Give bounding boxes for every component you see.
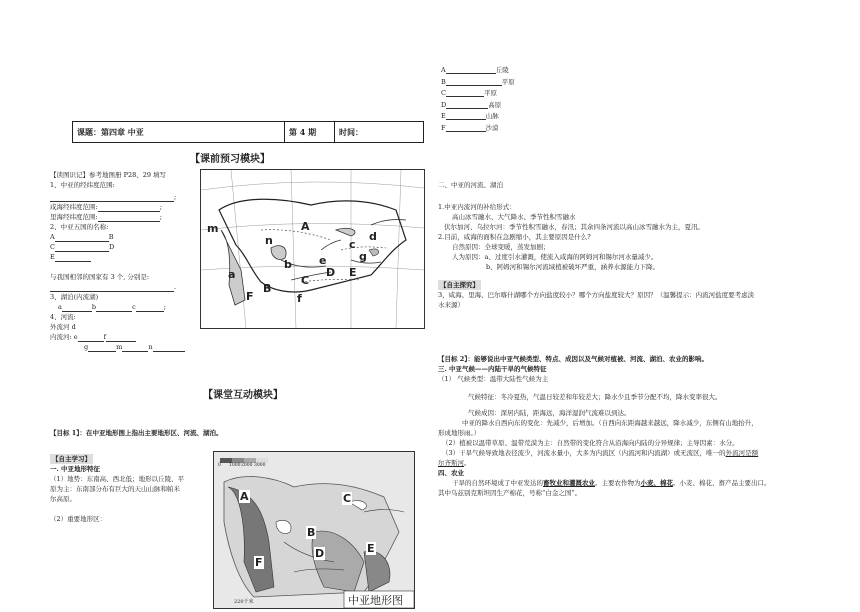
paragraph: （2）重要地形区： — [50, 515, 107, 523]
paragraph: （1） 气候类型：温带大陆性气候为主 — [438, 375, 549, 383]
paragraph: 3、咸海、里海、巴尔喀什湖哪个方向盐度较小？哪个方向盐度较大？原因？（温馨提示：内流河盐度要考虑淡 — [438, 291, 755, 299]
map-label: e — [319, 254, 327, 267]
central-asia-map-outline — [200, 169, 425, 329]
list-item: E 山脉 — [441, 112, 499, 120]
paragraph: （3）干旱气候导致地表径流少，河流水量小，大多为内流区（内流河和内流湖）或无流区，唯一的外流河是额 — [442, 449, 759, 457]
map-label: g — [359, 250, 367, 263]
legend-tick: 2000 — [241, 463, 253, 468]
map-label: D — [315, 547, 325, 560]
answer-line: E — [50, 252, 198, 262]
paragraph: （1）地势：东南高、西北低；地形以丘陵、平 — [50, 475, 185, 483]
paragraph: 气候成因：深居内陆，距海远，海洋湿润气流难以到达。 — [468, 409, 631, 417]
paragraph: 形成地形雨。） — [438, 429, 481, 437]
list-item: B 平原 — [441, 77, 515, 86]
climate-section — [438, 354, 850, 498]
map-label: A — [240, 490, 249, 503]
paragraph: 自然原因：全球变暖，蒸发加剧； — [452, 243, 550, 251]
map-label: a — [228, 268, 236, 281]
instruction: 【读图识记】参考地图册 P28、29 填写 — [50, 171, 167, 179]
answer-line: a b c ; — [58, 303, 166, 311]
list-item: A 丘陵 — [441, 66, 509, 74]
rivers-lakes-section — [438, 180, 848, 310]
map-label: A — [301, 220, 310, 233]
question: 4、河流: — [50, 313, 76, 321]
legend-tick: 3000 — [254, 463, 266, 468]
map-label: b — [284, 258, 292, 271]
paragraph: （2）植被以温带草原、温带荒漠为主：自然带的变化符合从沿海向内陆的分异规律；主导因素：水分。 — [442, 439, 739, 447]
paragraph: 尔齐斯河。 — [438, 459, 471, 467]
map-label: F — [255, 556, 263, 569]
question: 咸海经纬度范围: ; — [50, 203, 162, 211]
answer-line: A B — [50, 233, 114, 241]
paragraph: 高山冰雪融水、大气降水、季节性积雪融水 — [452, 213, 576, 221]
map-label: d — [369, 230, 377, 243]
paragraph: 1.中亚内流河的补给形式： — [438, 203, 516, 211]
map-scale: 220千米 — [234, 599, 254, 605]
question: 与我国相邻的国家有 3 个, 分别是: — [50, 273, 150, 281]
legend-tick: 1000 — [229, 463, 241, 468]
paragraph: 伏尔加河、乌拉尔河：季节性积雪融水，春汛；其余四条河流以高山冰雪融水为主，夏汛。 — [444, 223, 704, 231]
map-label: c — [349, 238, 356, 251]
lesson-header — [72, 121, 424, 143]
question: 里海经纬度范围: ; — [50, 213, 162, 221]
map-label: D — [326, 266, 336, 279]
map-label: B — [263, 282, 272, 295]
map-label: C — [343, 492, 352, 505]
paragraph: 其中乌兹别克斯坦因生产棉花，号称“白金之国”。 — [438, 489, 582, 497]
topic-cell: 课题：第四章 中亚 — [73, 122, 285, 142]
map-label: C — [301, 274, 310, 287]
heading: 二、中亚的河流、湖泊 — [438, 181, 503, 189]
legend-tick: 0 — [218, 463, 221, 468]
map-label: F — [246, 290, 254, 303]
paragraph: 气候特征：冬冷夏热，气温日较差和年较差大；降水少且季节分配不均，降水变率很大。 — [468, 393, 722, 401]
paragraph: 水来源） — [438, 301, 464, 309]
question: 2、中亚五国的名称: — [50, 223, 109, 231]
answer-line: 内流河: e f — [50, 332, 198, 342]
module-title: 【课前预习模块】 — [190, 154, 270, 165]
paragraph: 干旱的自然环境成了中亚发达的畜牧业和灌溉农业。主要农作物为小麦、棉花。小麦、棉花、畜产品主要出口。 — [452, 479, 771, 487]
question: 3、湖泊(内流湖) — [50, 293, 99, 301]
answer-line: C D — [50, 243, 115, 251]
goal-2: 【目标 2】：能够说出中亚气候类型、特点、成因以及气候对植被、河流、湖泊、农业的影响。 — [438, 355, 709, 363]
central-asia-terrain-map — [213, 451, 415, 609]
list-item: D 高原 — [441, 100, 502, 109]
heading: 一. 中亚地形特征 — [50, 465, 101, 473]
landform-list — [441, 66, 515, 135]
paragraph: 尔高原。 — [50, 495, 76, 503]
module-title: 【课堂互动模块】 — [203, 390, 283, 401]
section-tag: 【自主学习】 — [52, 455, 91, 463]
preview-section — [50, 170, 198, 352]
period-cell: 第 4 期 — [285, 122, 335, 142]
map-label: f — [297, 292, 302, 305]
answer-line: g m n — [50, 342, 198, 352]
map-label: n — [265, 234, 273, 247]
time-cell: 时间： — [339, 126, 363, 137]
map-label: m — [207, 222, 219, 235]
paragraph: b、阿姆河和锡尔河流域植被破坏严重，涵养水源能力下降。 — [486, 263, 660, 271]
map-label: B — [307, 526, 316, 539]
map-title: 中亚地形图 — [348, 594, 403, 607]
map-label: E — [349, 266, 357, 279]
paragraph: 中亚的降水自西向东的变化：先减少，后增加。（自西向东距海越来越远，降水减少，东侧有山地抬升， — [462, 419, 758, 427]
answer-line: ; — [50, 192, 198, 202]
answer-line: . — [50, 282, 198, 292]
paragraph: 2.目前，咸海的面积在急剧缩小，其主要原因是什么? — [438, 233, 591, 241]
list-item: C 平原 — [441, 89, 497, 97]
heading: 四、农业 — [438, 469, 464, 477]
heading: 三. 中亚气候——内陆干旱的气候特征 — [438, 365, 547, 373]
question: 1、中亚的经纬度范围: — [50, 181, 115, 189]
paragraph: 人为原因：a、过度引水灌溉，使流入咸海的阿姆河和锡尔河水量减少。 — [452, 253, 658, 261]
map-outline-svg — [201, 170, 424, 328]
list-item: F 沙漠 — [441, 123, 499, 132]
map-label: E — [367, 542, 375, 555]
self-study-section — [50, 454, 210, 524]
goal-1: 【目标 1】：在中亚地形图上指出主要地形区、河流、湖泊。 — [50, 429, 223, 437]
section-tag: 【自主探究】 — [440, 281, 479, 289]
paragraph: 原为主：东南部分布有巨大的天山山脉和帕米 — [50, 485, 180, 493]
answer-line: 外流河 d — [50, 323, 76, 331]
